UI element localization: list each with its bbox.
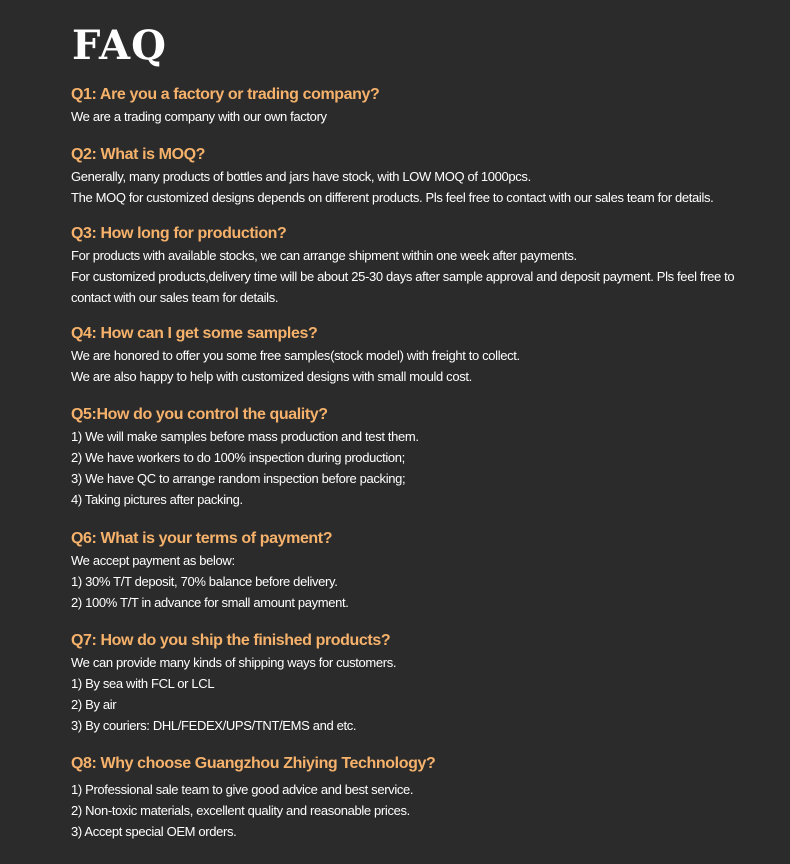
faq-question: Q2: What is MOQ?	[71, 146, 206, 163]
faq-question: Q6: What is your terms of payment?	[71, 530, 333, 547]
faq-answer-line: We are honored to offer you some free samples(stock model) with freight to collect.	[71, 348, 520, 363]
faq-item-q5	[71, 404, 771, 510]
faq-question: Q1: Are you a factory or trading company?	[71, 86, 380, 103]
faq-question: Q7: How do you ship the finished products?	[71, 632, 391, 649]
faq-item-q3	[71, 223, 771, 308]
faq-question: Q8: Why choose Guangzhou Zhiying Technology?	[71, 755, 436, 772]
faq-answer	[71, 426, 771, 510]
faq-answer-line: 3) By couriers: DHL/FEDEX/UPS/TNT/EMS and etc.	[71, 718, 357, 733]
faq-question: Q3: How long for production?	[71, 225, 287, 242]
faq-answer-line: 2) We have workers to do 100% inspection during production;	[71, 450, 405, 465]
faq-answer	[71, 166, 771, 208]
faq-question: Q4: How can I get some samples?	[71, 325, 318, 342]
faq-list	[71, 84, 771, 842]
faq-answer	[71, 245, 771, 308]
faq-item-q2	[71, 144, 771, 208]
faq-answer-line: 2) 100% T/T in advance for small amount payment.	[71, 595, 349, 610]
faq-answer-line: 2) By air	[71, 697, 117, 712]
faq-question: Q5:How do you control the quality?	[71, 406, 328, 423]
faq-answer-line: We can provide many kinds of shipping ways for customers.	[71, 655, 397, 670]
faq-item-q7	[71, 630, 771, 736]
faq-answer-line: 3) Accept special OEM orders.	[71, 824, 237, 839]
faq-answer-line: 1) We will make samples before mass production and test them.	[71, 429, 419, 444]
faq-answer-line: 1) Professional sale team to give good advice and best service.	[71, 782, 414, 797]
faq-answer-line: We accept payment as below:	[71, 553, 235, 568]
faq-answer-line: The MOQ for customized designs depends on different products. Pls feel free to contact with our sales team for details.	[71, 190, 714, 205]
faq-answer-line: For products with available stocks, we can arrange shipment within one week after payments.	[71, 248, 577, 263]
faq-answer	[71, 779, 771, 842]
faq-answer	[71, 345, 771, 387]
faq-answer-line: 3) We have QC to arrange random inspection before packing;	[71, 471, 406, 486]
faq-answer-line: 4) Taking pictures after packing.	[71, 492, 243, 507]
faq-answer-line: Generally, many products of bottles and jars have stock, with LOW MOQ of 1000pcs.	[71, 169, 531, 184]
faq-answer-line: We are a trading company with our own factory	[71, 109, 327, 124]
faq-answer-line: For customized products,delivery time will be about 25-30 days after sample approval and deposit payment. Pls feel free to contact with our sales team for details.	[71, 269, 735, 305]
faq-answer-line: 1) 30% T/T deposit, 70% balance before delivery.	[71, 574, 338, 589]
faq-item-q1	[71, 84, 771, 127]
page-title: FAQ	[72, 22, 167, 69]
faq-answer	[71, 106, 771, 127]
faq-item-q6	[71, 528, 771, 613]
faq-answer-line: 2) Non-toxic materials, excellent quality and reasonable prices.	[71, 803, 410, 818]
faq-answer-line: We are also happy to help with customized designs with small mould cost.	[71, 369, 472, 384]
faq-answer-line: 1) By sea with FCL or LCL	[71, 676, 215, 691]
faq-answer	[71, 652, 771, 736]
faq-item-q4	[71, 323, 771, 387]
faq-answer	[71, 550, 771, 613]
faq-item-q8	[71, 753, 771, 842]
